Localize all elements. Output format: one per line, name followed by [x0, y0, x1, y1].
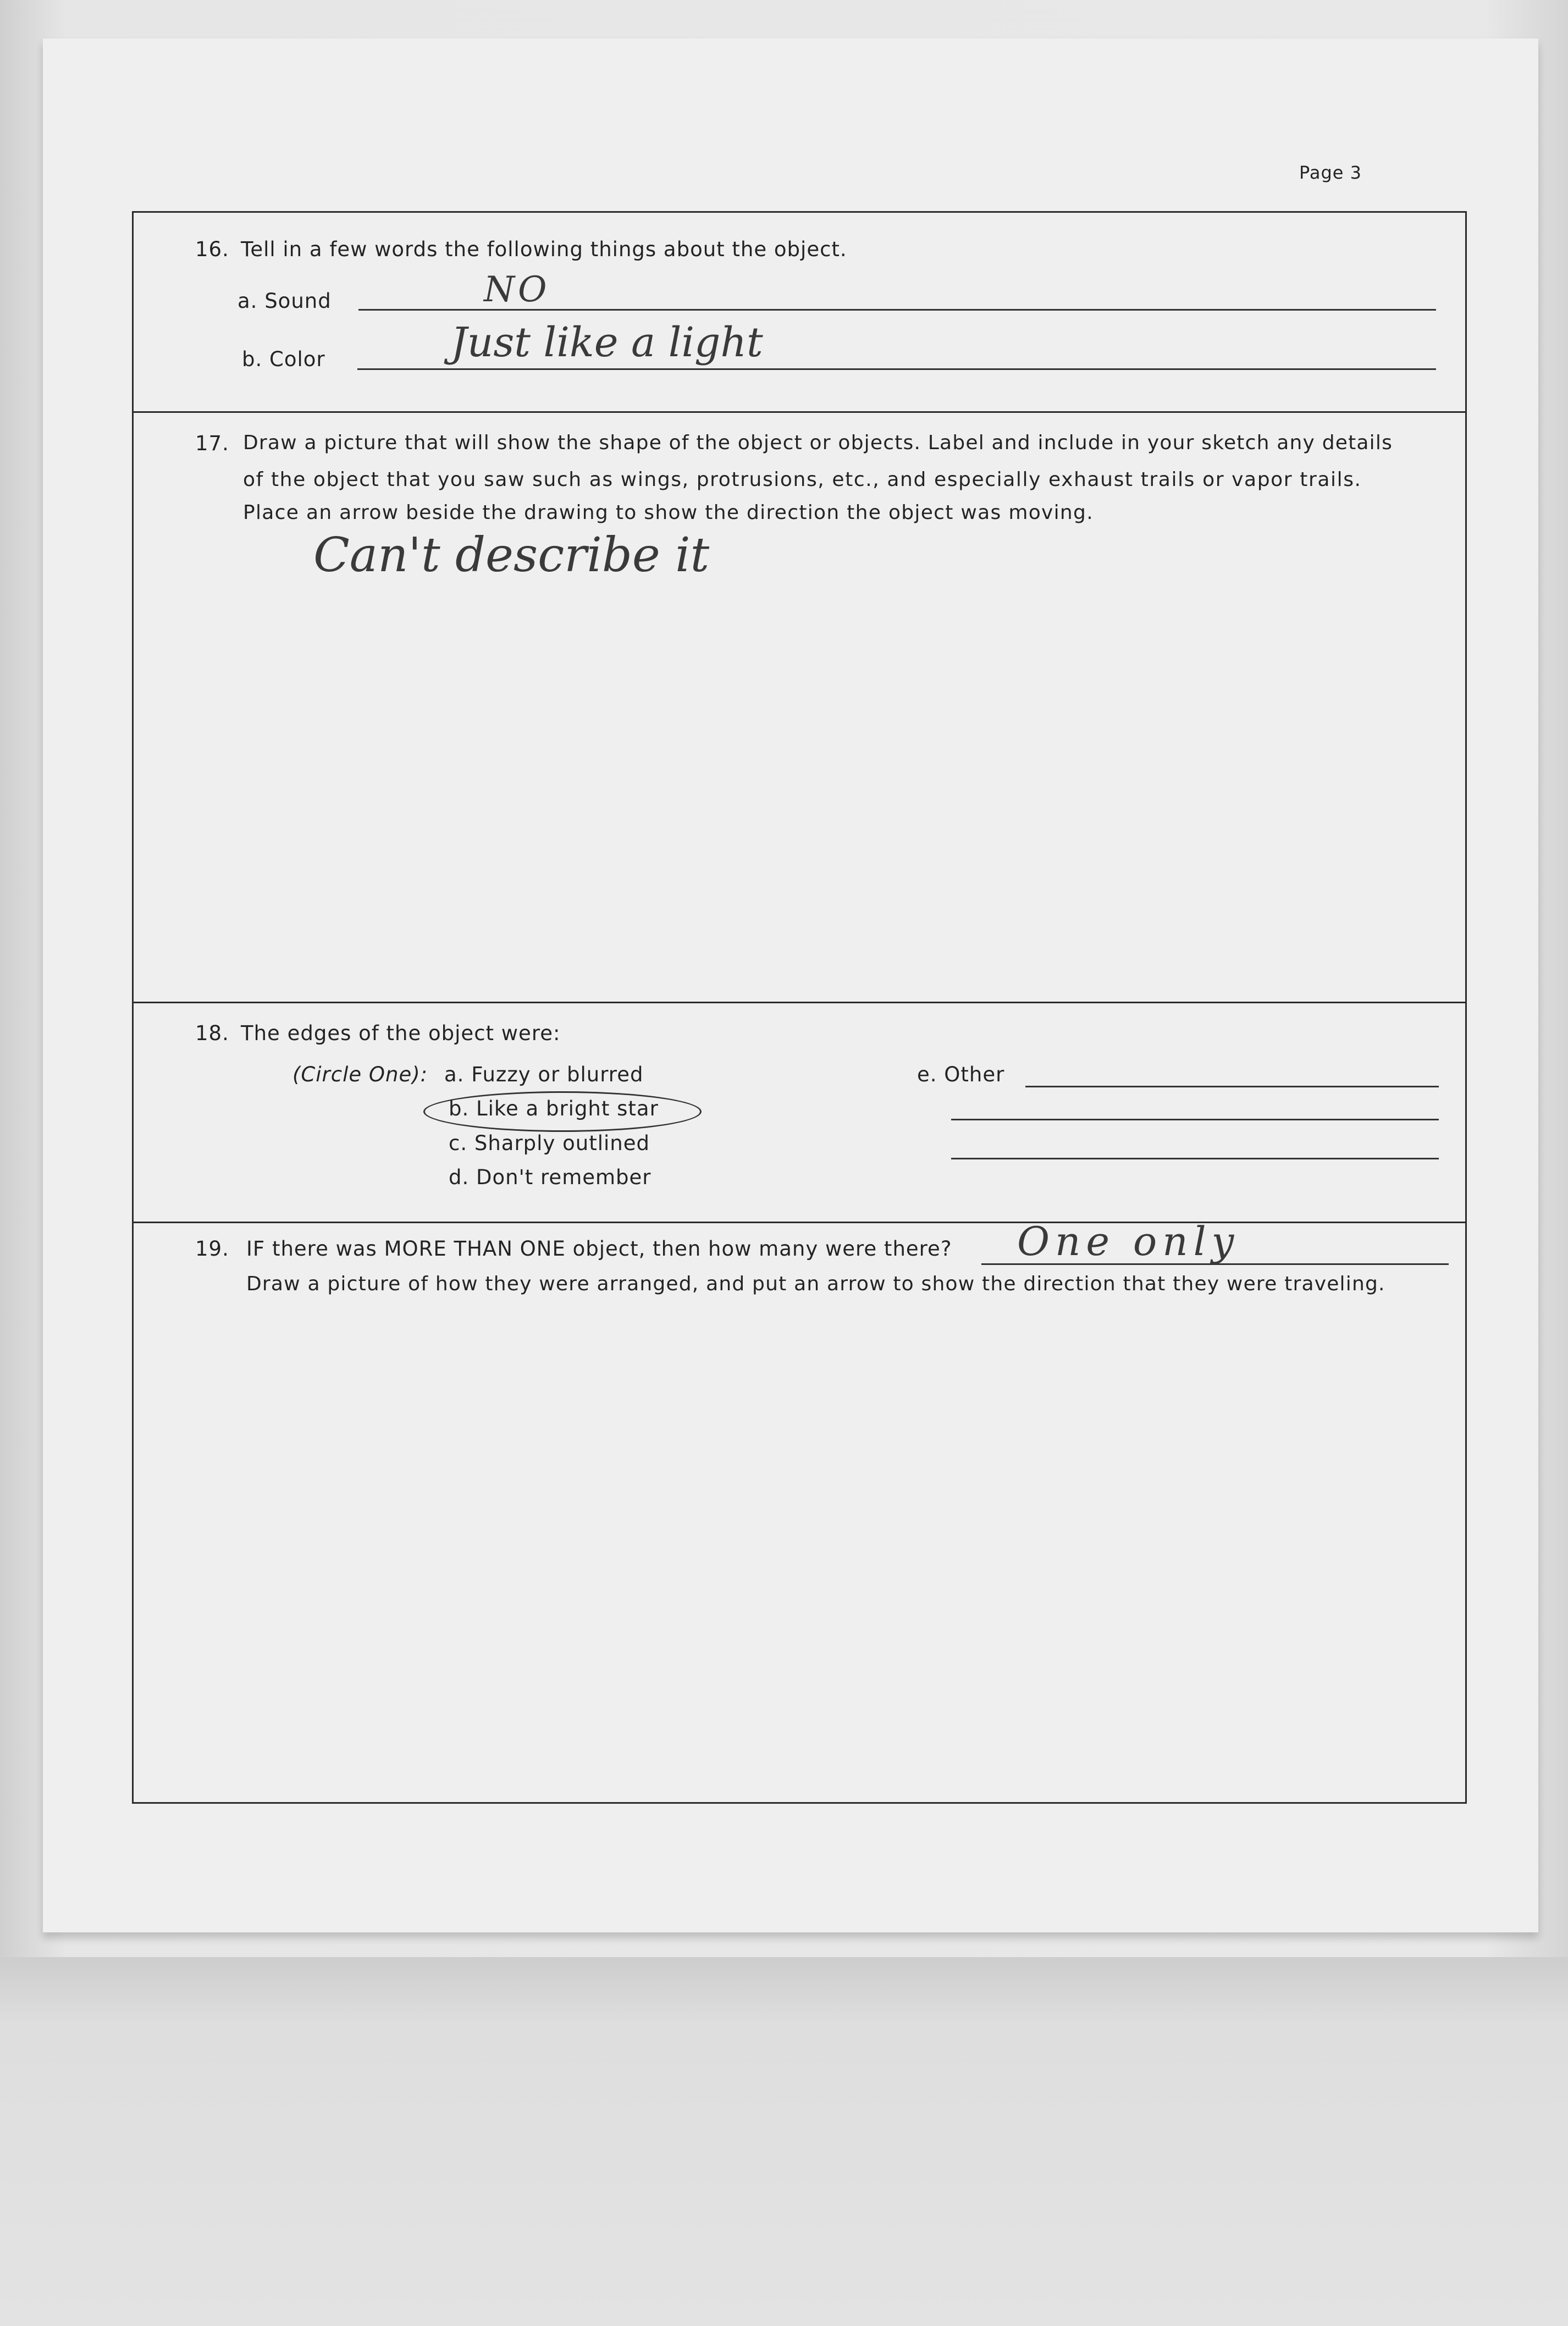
- q19-handwritten-answer: One only: [1017, 1218, 1240, 1264]
- divider-17-18: [132, 1002, 1467, 1003]
- q16-color-answer: Just like a light: [451, 319, 763, 366]
- q17-line-2: of the object that you saw such as wings, protrusions, etc., and especially exhaust trails or vapor trails.: [243, 468, 1362, 491]
- frame-right-border: [1465, 211, 1467, 1803]
- scan-background-bottom: [0, 1957, 1568, 2326]
- q18-other-line-1: [1025, 1086, 1439, 1087]
- q18-option-e-label[interactable]: e. Other: [917, 1063, 1005, 1086]
- q19-sketch-area[interactable]: [154, 1314, 1440, 1787]
- q17-line-1: Draw a picture that will show the shape of the object or objects. Label and include in your sketch any details: [243, 432, 1393, 454]
- q16-color-label: b. Color: [242, 347, 325, 371]
- q16-sound-answer: NO: [484, 269, 550, 310]
- q18-option-d[interactable]: d. Don't remember: [449, 1165, 652, 1189]
- q16-number: 16.: [195, 237, 229, 261]
- q17-handwritten-answer: Can't describe it: [313, 528, 710, 583]
- q18-option-a[interactable]: a. Fuzzy or blurred: [444, 1063, 644, 1086]
- q19-line-2: Draw a picture of how they were arranged, and put an arrow to show the direction that they were traveling.: [246, 1273, 1385, 1295]
- frame-left-border: [132, 211, 134, 1803]
- q18-prompt: The edges of the object were:: [241, 1021, 561, 1045]
- q18-other-line-3: [951, 1158, 1439, 1159]
- q18-other-line-2: [951, 1119, 1439, 1120]
- q18-option-c[interactable]: c. Sharply outlined: [449, 1131, 650, 1155]
- divider-18-19: [132, 1222, 1467, 1223]
- frame-bottom-border: [132, 1802, 1467, 1804]
- q18-option-b[interactable]: b. Like a bright star: [449, 1097, 659, 1120]
- frame-top-border: [132, 211, 1467, 213]
- q18-instruction: (Circle One):: [292, 1063, 428, 1086]
- q17-line-3: Place an arrow beside the drawing to show the direction the object was moving.: [243, 501, 1094, 524]
- q16-sound-label: a. Sound: [238, 289, 332, 313]
- divider-16-17: [132, 411, 1467, 413]
- q18-number: 18.: [195, 1021, 229, 1045]
- q17-sketch-area[interactable]: [154, 594, 1440, 990]
- q17-number: 17.: [195, 432, 229, 455]
- q19-number: 19.: [195, 1237, 229, 1261]
- page-number: Page 3: [1299, 162, 1362, 183]
- q19-line-1: IF there was MORE THAN ONE object, then how many were there?: [246, 1237, 952, 1261]
- q16-color-line: [357, 368, 1436, 370]
- q16-prompt: Tell in a few words the following things about the object.: [241, 237, 847, 261]
